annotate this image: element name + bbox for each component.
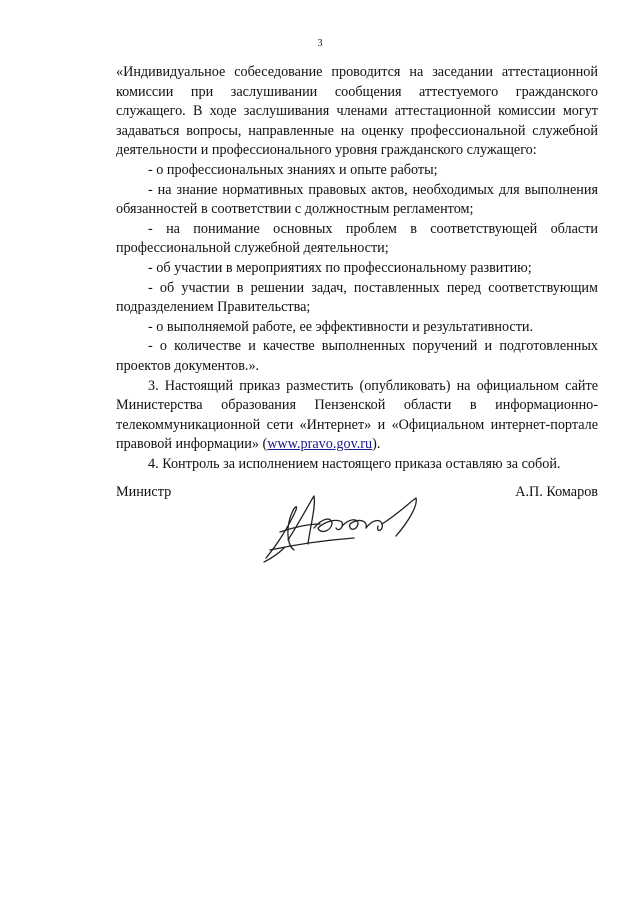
list-item: - об участии в решении задач, поставленных перед соответствующим подразделением Правительства;	[116, 279, 598, 316]
paragraph-publication	[116, 377, 598, 455]
page-number: 3	[317, 38, 323, 49]
publication-text-before: 3. Настоящий приказ разместить (опубликовать) на официальном сайте Министерства образования Пензенской области в информационно-телекоммуникационной сети «Интернет» и «Официальном интернет-портале правовой информации» (	[116, 377, 598, 453]
publication-text-after: ).	[372, 436, 381, 453]
pravo-gov-link[interactable]: www.pravo.gov.ru	[267, 436, 373, 453]
list-item: - на знание нормативных правовых актов, необходимых для выполнения обязанностей в соответствии с должностным регламентом;	[116, 181, 598, 218]
signatory-title: Министр	[116, 484, 172, 500]
document-body	[116, 63, 598, 474]
paragraph-interview: «Индивидуальное собеседование проводится на заседании аттестационной комиссии при заслушивании сообщения аттестуемого гражданского служащего. В ходе заслушивания членами аттестационной комиссии могут задаваться вопросы, направленные на оценку профессиональной служебной деятельности и профессионального уровня гражданского служащего:	[116, 64, 598, 159]
signatory-name: А.П. Комаров	[515, 484, 598, 500]
list-item: - на понимание основных проблем в соответствующей области профессиональной служебной деятельности;	[116, 220, 598, 257]
list-item: - о выполняемой работе, ее эффективности и результативности.	[148, 318, 534, 335]
list-item: - об участии в мероприятиях по профессиональному развитию;	[148, 259, 532, 276]
list-item: - о количестве и качестве выполненных поручений и подготовленных проектов документов.».	[116, 338, 598, 374]
handwritten-signature	[258, 488, 438, 570]
paragraph-control: 4. Контроль за исполнением настоящего приказа оставляю за собой.	[148, 455, 561, 472]
list-item: - о профессиональных знаниях и опыте работы;	[148, 161, 438, 178]
